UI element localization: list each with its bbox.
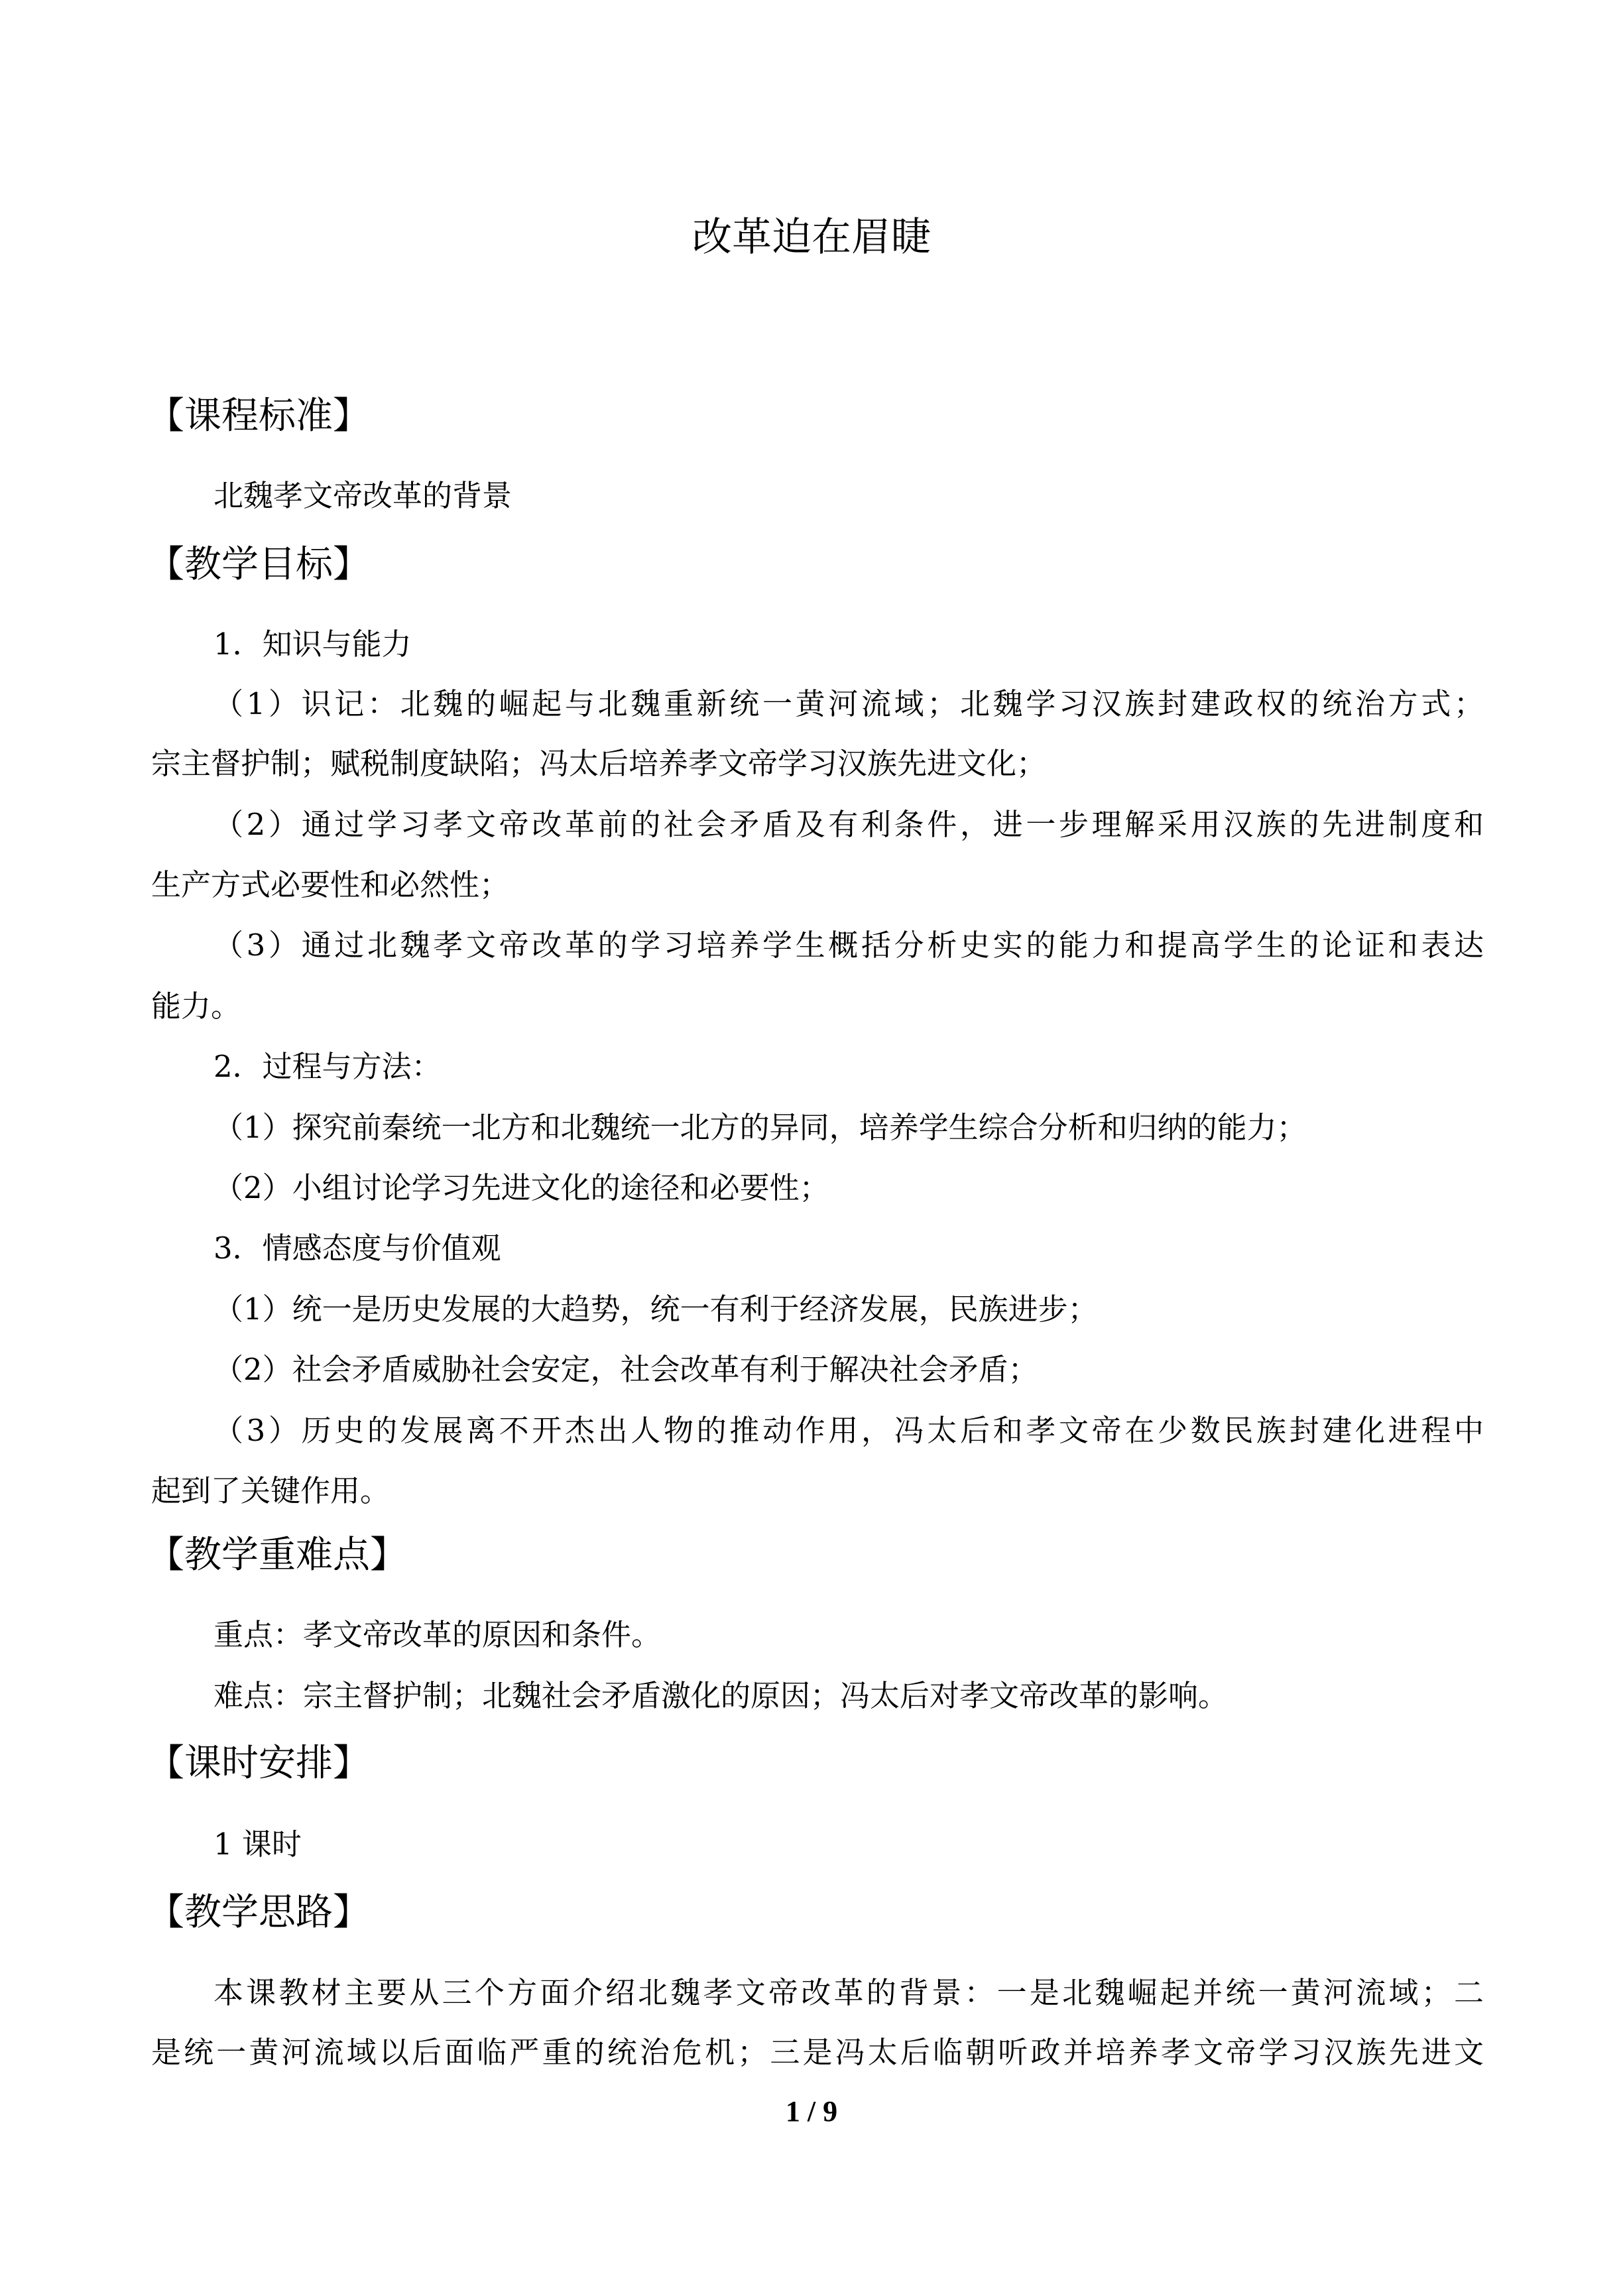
objective-line: 起到了关键作用。 — [151, 1473, 391, 1508]
class-hours-text: 1 课时 — [213, 1827, 302, 1862]
objective-line: 宗主督护制；赋税制度缺陷；冯太后培养孝文帝学习汉族先进文化； — [151, 746, 1047, 781]
objective-line: （1）统一是历史发展的大趋势，统一有利于经济发展，民族进步； — [213, 1292, 1098, 1327]
objective-line: （3）通过北魏孝文帝改革的学习培养学生概括分析史实的能力和提高学生的论证和表达 — [213, 928, 1484, 963]
objective-line: 2．过程与方法： — [213, 1049, 442, 1084]
objective-line: （3）历史的发展离不开杰出人物的推动作用，冯太后和孝文帝在少数民族封建化进程中 — [213, 1413, 1484, 1448]
objective-line: 3．情感态度与价值观 — [213, 1231, 501, 1266]
heading-curriculum-standard: 【课程标准】 — [147, 394, 370, 438]
page-number: 1 / 9 — [785, 2095, 838, 2128]
objective-line: （2）小组讨论学习先进文化的途径和必要性； — [213, 1170, 829, 1205]
objective-line: 能力。 — [151, 989, 241, 1024]
objective-line: 1．知识与能力 — [213, 627, 412, 662]
teaching-approach-line: 本课教材主要从三个方面介绍北魏孝文帝改革的背景：一是北魏崛起并统一黄河流域；二 — [213, 1975, 1484, 2010]
heading-teaching-approach: 【教学思路】 — [147, 1891, 370, 1934]
objective-line: 生产方式必要性和必然性； — [151, 867, 510, 902]
objective-line: （1）探究前秦统一北方和北魏统一北方的异同，培养学生综合分析和归纳的能力； — [213, 1110, 1307, 1145]
objective-line: （2）通过学习孝文帝改革前的社会矛盾及有利条件，进一步理解采用汉族的先进制度和 — [213, 807, 1484, 842]
difficult-point-text: 难点：宗主督护制；北魏社会矛盾激化的原因；冯太后对孝文帝改革的影响。 — [213, 1678, 1229, 1713]
heading-teaching-objectives: 【教学目标】 — [147, 543, 370, 586]
objective-line: （2）社会矛盾威胁社会安定，社会改革有利于解决社会矛盾； — [213, 1352, 1038, 1387]
teaching-approach-line: 是统一黄河流域以后面临严重的统治危机；三是冯太后临朝听政并培养孝文帝学习汉族先进文 — [151, 2035, 1484, 2070]
heading-key-difficult-points: 【教学重难点】 — [147, 1534, 407, 1577]
curriculum-standard-text: 北魏孝文帝改革的背景 — [213, 478, 512, 513]
key-point-text: 重点：孝文帝改革的原因和条件。 — [213, 1617, 662, 1652]
objective-line: （1）识记：北魏的崛起与北魏重新统一黄河流域；北魏学习汉族封建政权的统治方式； — [213, 686, 1484, 721]
document-title: 改革迫在眉睫 — [692, 214, 931, 261]
heading-class-hours: 【课时安排】 — [147, 1742, 370, 1785]
